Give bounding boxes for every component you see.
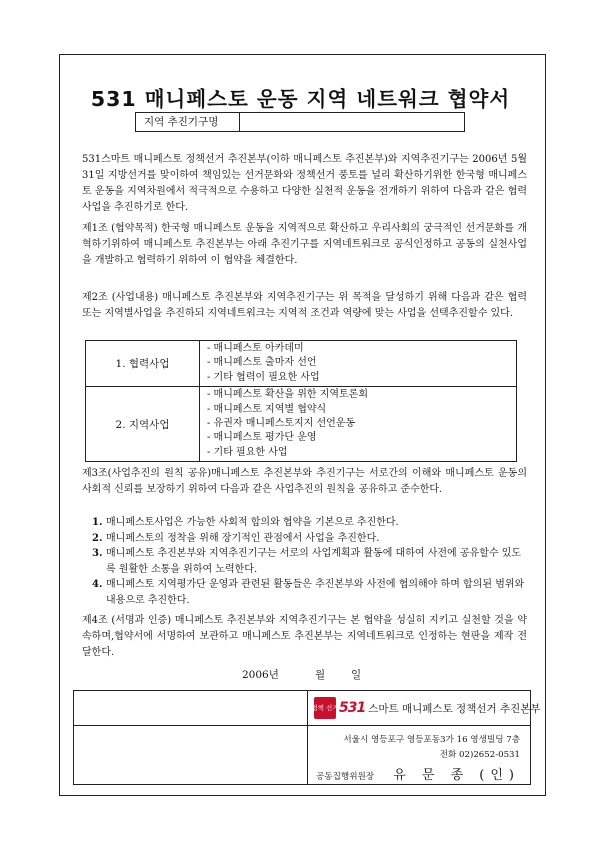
activities-table [85,340,517,462]
logo-mark-icon: 531 [339,700,366,716]
signature-divider [74,725,530,726]
policy-election-badge-icon: 정책 선거 [314,697,336,719]
document-title: 531 매니페스토 운동 지역 네트워크 협약서 [90,87,511,111]
principle-number: 3. [92,548,103,559]
article-1: 제1조 (협약목적) 한국형 매니페스토 운동을 지역적으로 확산하고 우리사회의 궁극적인 선거문화를 개혁하기위하여 매니페스토 추진본부는 아래 추진기구를 지역네트워크로 공식인정하고 공동의 실천사업을 개발하고 협력하기 위하여 이 협약을 체결한다. [82,223,527,266]
activity-item: - 매니페스토 지역별 협약식 [207,403,327,415]
representative-role: 공동집행위원장 [316,772,375,782]
activity-item: - 기타 필요한 사업 [207,446,288,458]
activity-item: - 유권자 매니페스토지지 선언운동 [207,418,356,430]
org-logo [311,697,541,719]
representative [316,764,520,783]
org-phone: 전화 02)2652-0531 [439,750,520,760]
activity-item: - 매니페스토 출마자 선언 [207,357,317,369]
principle-item [84,531,529,547]
org-name-box [135,112,465,132]
org-name-label: 지역 추진기구명 [136,113,240,131]
principle-text: 매니페스토의 정착을 위해 장기적인 관점에서 사업을 추진한다. [106,532,380,544]
activity-item: - 매니페스토 확산을 위한 지역토론회 [207,389,368,401]
principle-item [84,577,529,608]
date-day: 일 [351,669,362,681]
activity-category: 1. 협력사업 [86,341,200,387]
org-full-name: 스마트 매니페스토 정책선거 추진본부 [368,702,541,715]
representative-name: 유 문 종 (인) [393,768,520,783]
principle-text: 매니페스토사업은 가능한 사회적 합의와 협약을 기본으로 추진한다. [106,517,399,528]
principle-item [84,546,529,577]
activity-items [200,387,517,462]
intro-paragraph: 531스마트 매니페스토 정책선거 추진본부(이하 매니페스토 추진본부)와 지역추진기구는 2006년 5월 31일 지방선거를 맞이하여 책임있는 선거문화와 정책선거 풍토를 널리 확산하기위한 한국형 매니페스토 운동을 지역차원에서 적극적으로 수용하고 다양한 실천적 운동을 전개하기 위하여 다음과 같은 협력사업을 추진하기로 한다. [82,154,527,213]
activity-items [200,341,517,387]
principle-text: 매니페스토 지역평가단 운영과 관련된 활동들은 추진본부와 사전에 협의해야 하며 합의된 범위와 내용으로 추진한다. [106,579,525,606]
date-month: 월 [315,669,326,681]
activity-row [86,341,517,387]
article-2: 제2조 (사업내용) 매니페스토 추진본부와 지역추진기구는 위 목적을 달성하기 위해 다음과 같은 협력 또는 지역별사업을 추진하되 지역네트워크는 지역적 조건과 역량에 맞는 사업을 선택추진할수 있다. [82,292,527,319]
principle-item [84,515,529,531]
activity-category: 2. 지역사업 [86,387,200,462]
principle-number: 4. [92,579,103,590]
article-4: 제4조 (서명과 인증) 매니페스토 추진본부와 지역추진기구는 본 협약을 성실히 지키고 실천할 것을 약속하며,협약서에 서명하여 보관하고 매니페스토 추진본부는 지역네트워크로 인정하는 현판을 제작 전달한다. [82,615,527,658]
activity-item: - 기타 협력이 필요한 사업 [207,371,320,383]
signature-box [73,690,541,785]
activity-item: - 매니페스토 아카데미 [207,343,304,354]
principles-list [84,515,529,608]
org-name-field[interactable] [240,113,464,131]
principle-text: 매니페스토 추진본부와 지역추진기구는 서로의 사업계획과 활동에 대하여 사전에 공유할수 있도록 원활한 소통을 위하여 노력한다. [106,548,522,575]
article-3: 제3조(사업추진의 원칙 공유)매니페스토 추진본부와 추진기구는 서로간의 이해와 매니페스토 운동의 사회적 신뢰를 보장하기 위하여 다음과 같은 사업추진의 원칙을 공유하고 준수한다. [82,468,527,495]
org-address: 서울시 영등포구 영등포동3가 16 영생빌딩 7층 [343,735,520,745]
activity-item: - 매니페스토 평가단 운영 [207,432,317,444]
activity-row [86,387,517,462]
signature-divider [307,691,308,784]
principle-number: 1. [92,517,103,528]
principle-number: 2. [92,532,103,544]
date-year: 2006년 [242,669,279,681]
